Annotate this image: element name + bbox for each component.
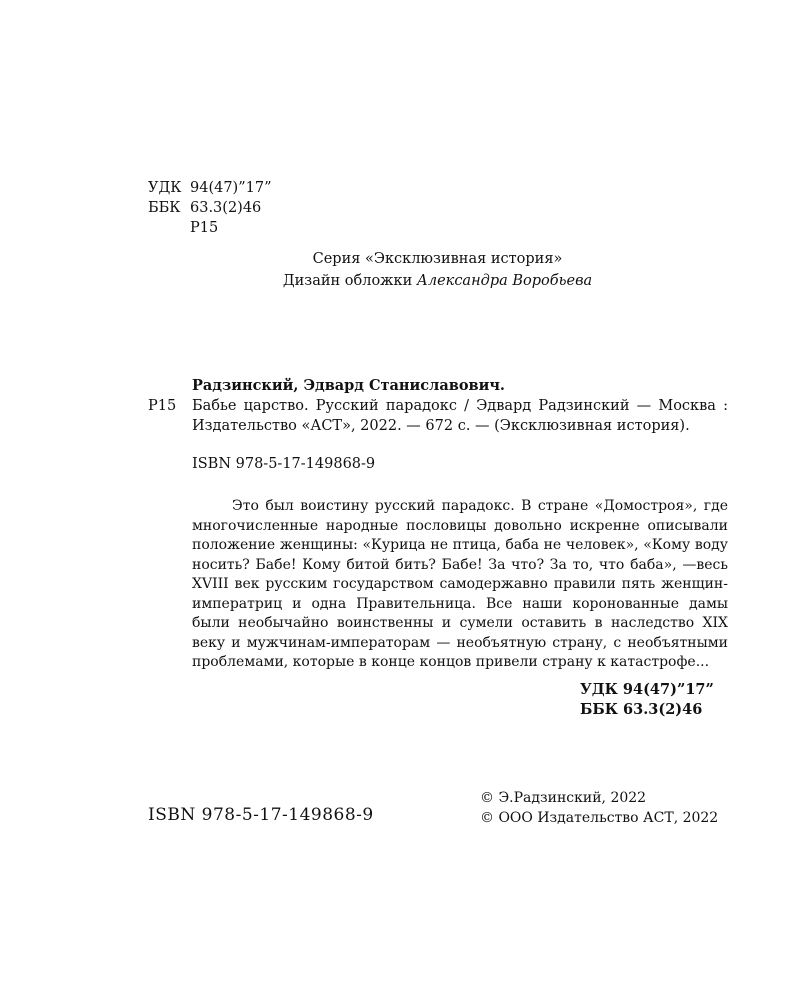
cover-designer-name: Александра Воробьева [416,273,593,289]
udk-label: УДК [148,180,182,196]
copyright-author: © Э.Радзинский, 2022 [480,790,647,806]
record-description: Бабье царство. Русский парадокс / Эдвард Радзинский — Москва : Издательство «АСТ», 2022. — 672 с. — (Эксклюзивная история). [192,398,728,434]
bibliographic-record [148,376,728,474]
record-author: Радзинский, Эдвард Станиславович. [192,377,505,394]
copyright-block [480,788,718,828]
bottom-bbk: ББК 63.3(2)46 [580,701,703,718]
abstract [192,497,728,673]
record-body [148,396,728,436]
bottom-udk: УДК 94(47)”17” [580,681,714,698]
bbk-label: ББК [148,200,181,216]
udk-row [148,178,272,198]
series-line: Серия «Эксклюзивная история» [312,251,563,267]
bbk-value: 63.3(2)46 [190,200,262,216]
footer-isbn: ISBN 978-5-17-149868-9 [148,805,374,825]
record-isbn: ISBN 978-5-17-149868-9 [192,456,376,472]
author-mark: Р15 [190,220,219,236]
udk-value: 94(47)”17” [190,180,272,196]
abstract-text: Это был воистину русский парадокс. В стране «Домостроя», где многочисленные народные пословицы довольно искренне описывали положение женщины: «Курица не птица, баба не человек», «Кому воду носить? Бабе! Кому битой бить? Бабе! За что? За то, что баба», —весь XVIII век русским государством самодержавно правили пять женщин-императриц и одна Правительница. Все наши коронованные дамы были необычайно воинственны и сумели оставить в наследство XIX веку и мужчинам-императорам — необъятную страну, с необъятными проблемами, которые в конце концов привели страну к катастрофе... [192,498,728,670]
bbk-row [148,198,272,218]
record-code: Р15 [148,398,177,414]
copyright-publisher: © ООО Издательство АСТ, 2022 [480,810,719,826]
cover-design-line [0,270,800,292]
classification-block [148,178,272,238]
cover-design-prefix: Дизайн обложки [282,273,417,289]
bottom-classification [580,680,714,720]
series-block [0,248,800,292]
